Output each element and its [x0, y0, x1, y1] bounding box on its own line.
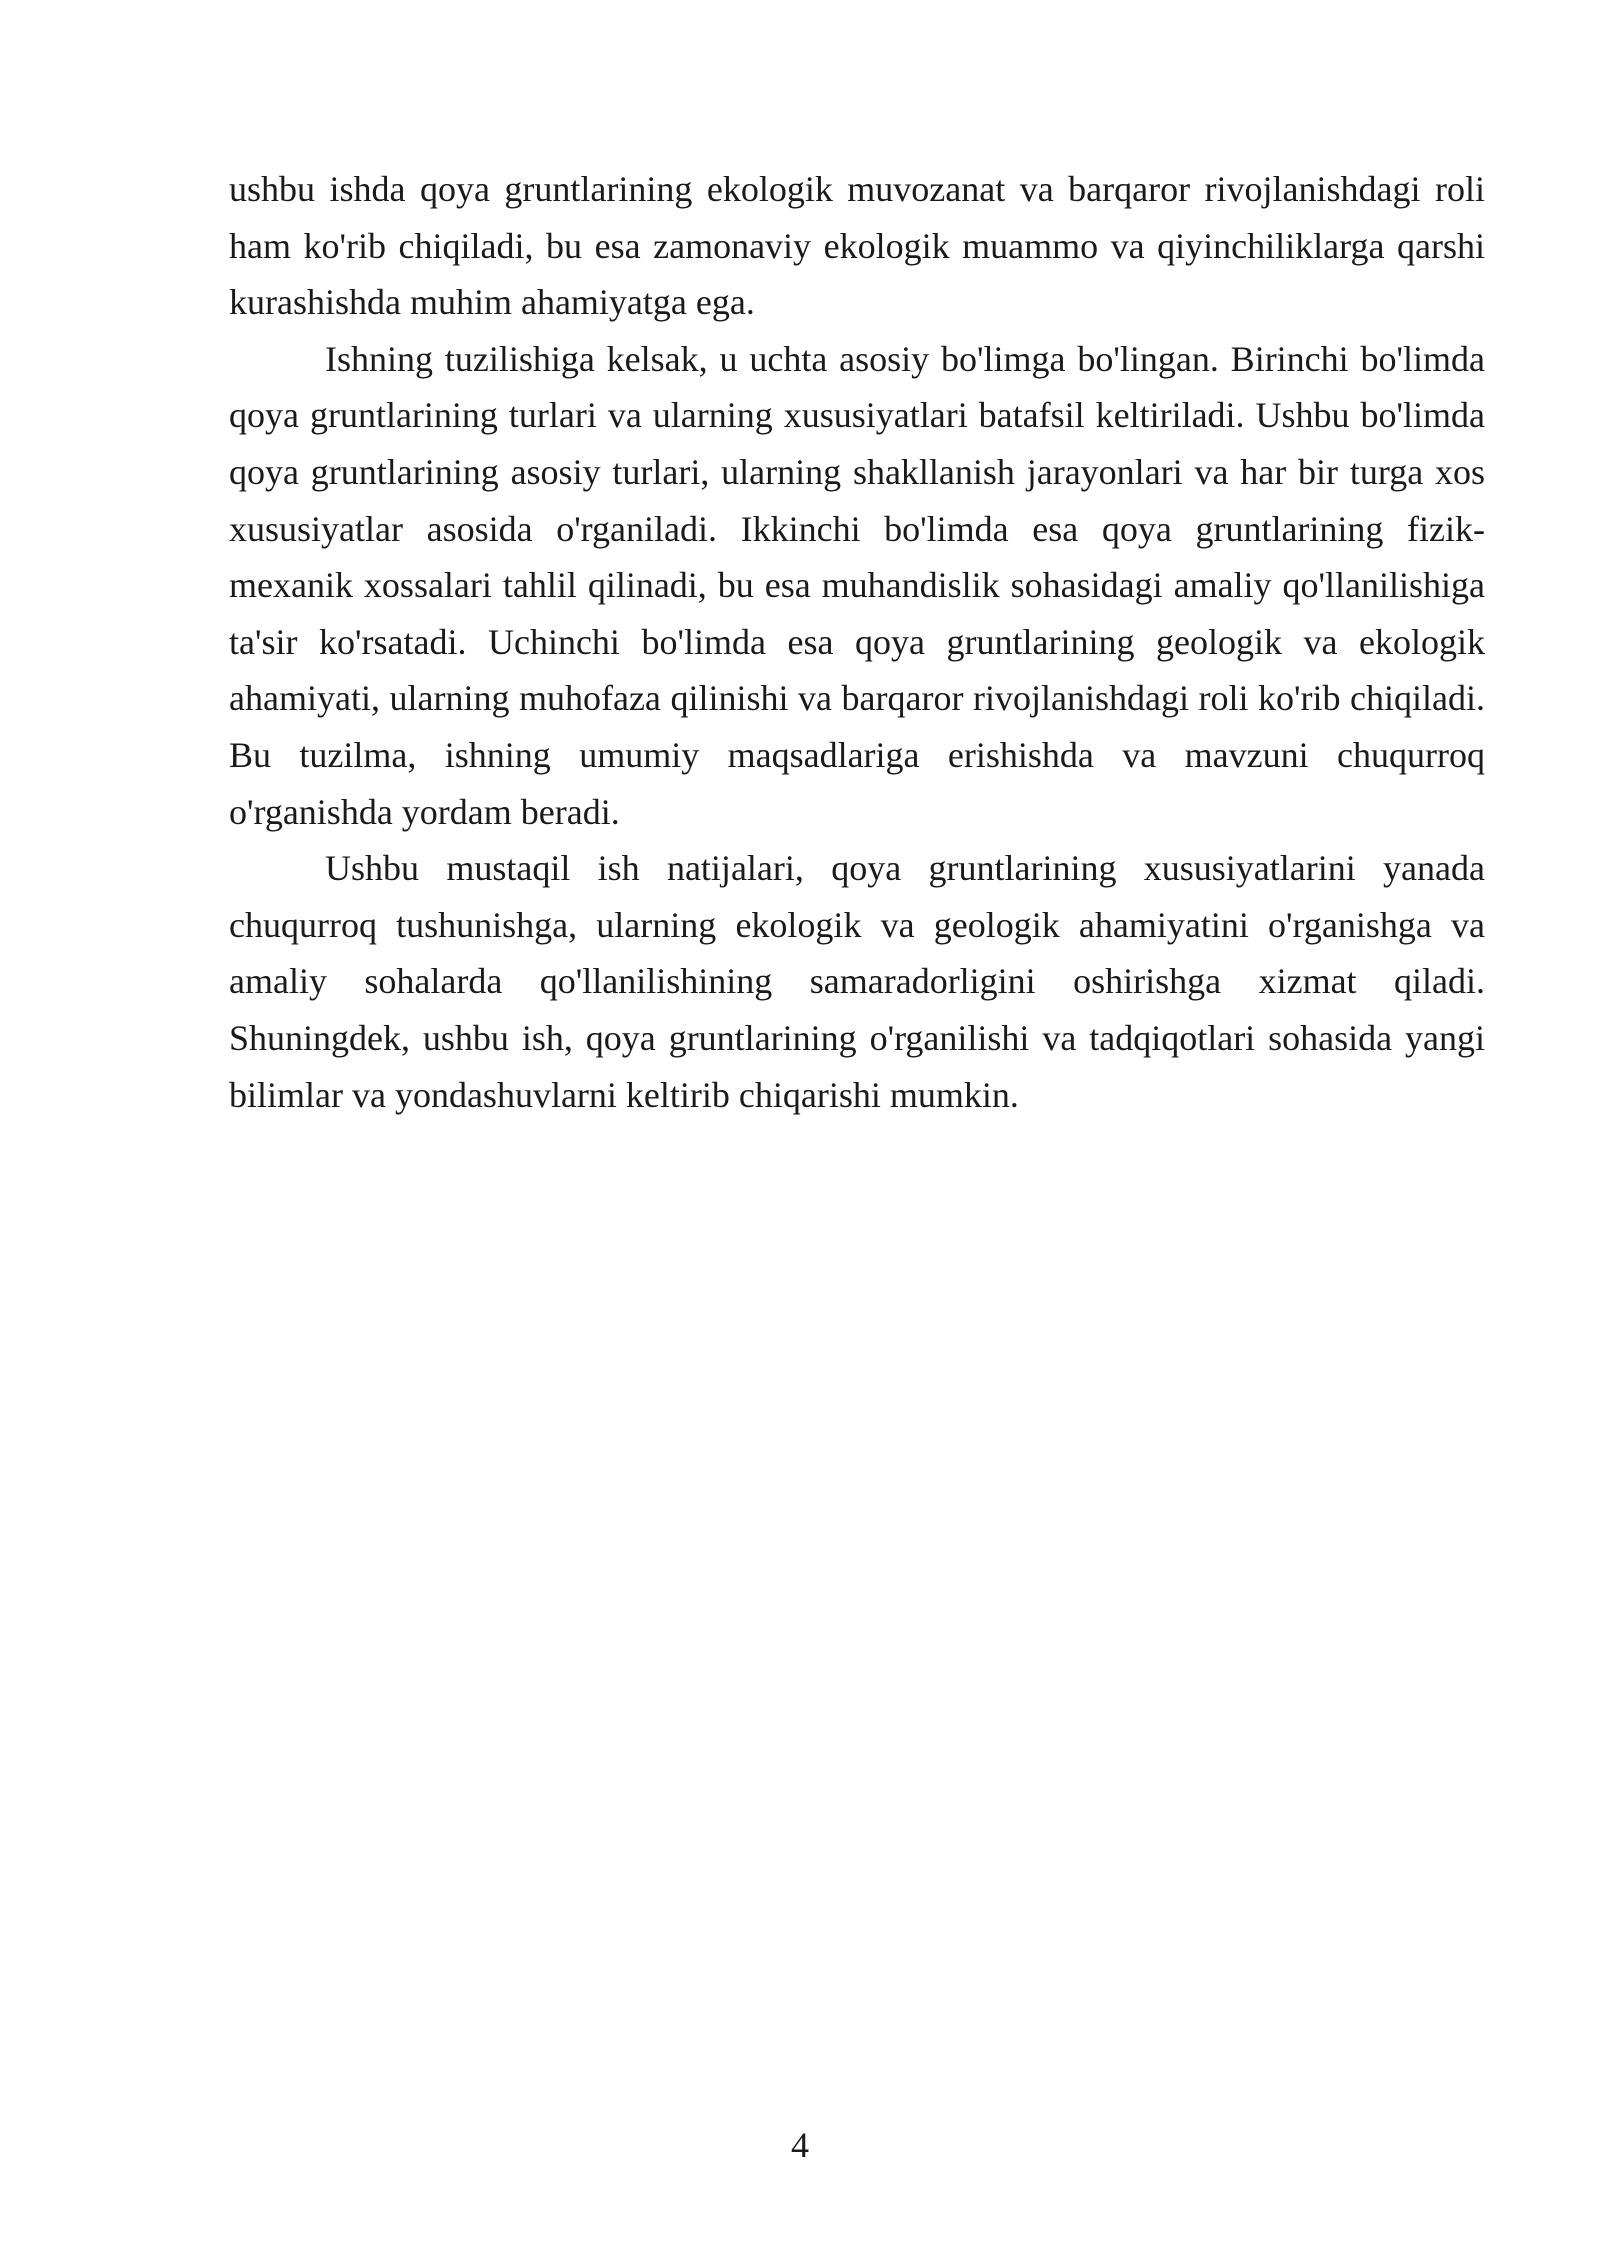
page-number: 4	[791, 2125, 809, 2165]
paragraph-continuation: ushbu ishda qoya gruntlarining ekologik muvozanat va barqaror rivojlanishdagi roli ham ko'rib chiqiladi, bu esa zamonaviy ekologik muammo va qiyinchiliklarga qarshi kurashishda muhim ahamiyatga ega.	[229, 169, 1485, 323]
paragraph-results: Ushbu mustaqil ish natijalari, qoya gruntlarining xususiyatlarini yanada chuqurroq tushunishga, ularning ekologik va geologik ahamiyatini o'rganishga va amaliy sohalarda qo'llanilishining samaradorligini oshirishga xizmat qiladi. Shuningdek, ushbu ish, qoya gruntlarining o'rganilishi va tadqiqotlari sohasida yangi bilimlar va yondashuvlarni keltirib chiqarishi mumkin.	[229, 848, 1485, 1115]
paragraph-structure: Ishning tuzilishiga kelsak, u uchta asosiy bo'limga bo'lingan. Birinchi bo'limda qoya gruntlarining turlari va ularning xususiyatlari batafsil keltiriladi. Ushbu bo'limda qoya gruntlarining asosiy turlari, ularning shakllanish jarayonlari va har bir turga xos xususiyatlar asosida o'rganiladi. Ikkinchi bo'limda esa qoya gruntlarining fizik-mexanik xossalari tahlil qilinadi, bu esa muhandislik sohasidagi amaliy qo'llanilishiga ta'sir ko'rsatadi. Uchinchi bo'limda esa qoya gruntlarining geologik va ekologik ahamiyati, ularning muhofaza qilinishi va barqaror rivojlanishdagi roli ko'rib chiqiladi. Bu tuzilma, ishning umumiy maqsadlariga erishishda va mavzuni chuqurroq o'rganishda yordam beradi.	[229, 338, 1485, 832]
document-body	[229, 161, 1485, 1123]
